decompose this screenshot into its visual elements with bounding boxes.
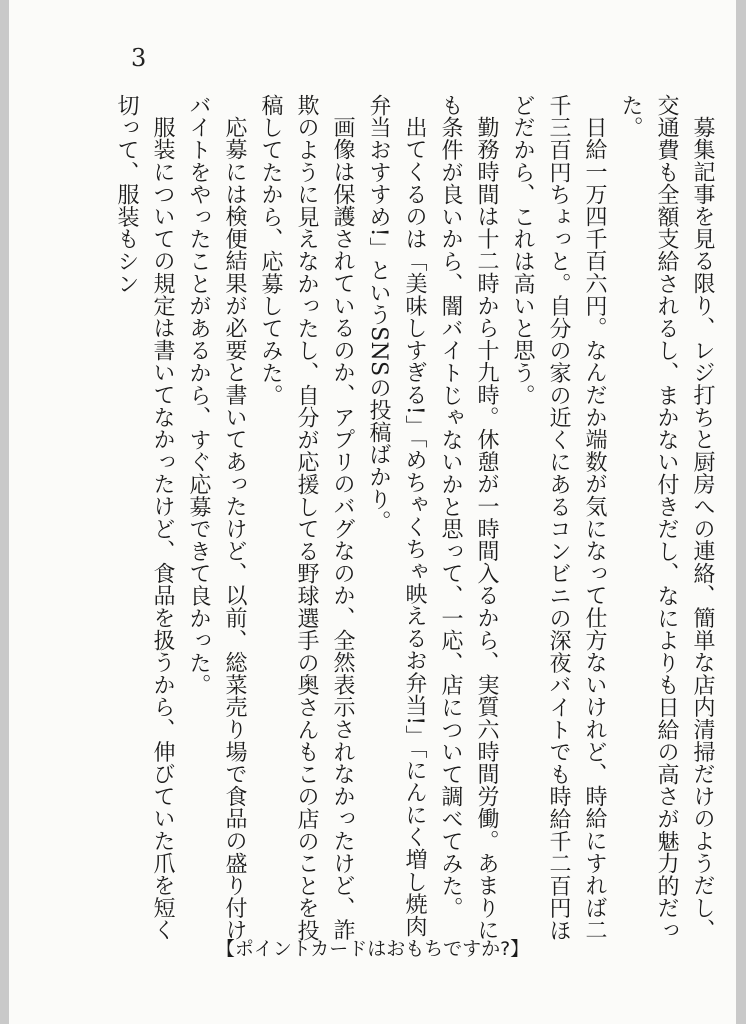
running-footer-title: 【ポイントカードはおもちですか?】: [215, 938, 530, 960]
paragraph: 勤務時間は十二時から十九時。休憩が一時間入るから、実質六時間労働。あまりにも条件が良いから、闇バイトじゃないかと思って、一応、店について調べてみた。: [438, 94, 499, 942]
paragraph: 出てくるのは「美味しすぎる!」「めちゃくちゃ映えるお弁当!」「にんにく増し焼肉弁当おすすめ!」というSNSの投稿ばかり。: [366, 94, 427, 938]
paragraph: 画像は保護されているのか、アプリのバグなのか、全然表示されなかったけど、詐欺のように見えなかったし、自分が応援してる野球選手の奥さんもこの店のことを投稿してたから、応募してみた。: [258, 94, 355, 942]
paragraph: 募集記事を見る限り、レジ打ちと厨房への連絡、簡単な店内清掃だけのようだし、交通費も全額支給されるし、まかない付きだし、なによりも日給の高さが魅力的だった。: [618, 94, 715, 942]
page-number: 3: [131, 44, 147, 72]
book-page: [9, 0, 736, 1024]
paragraph: 服装についての規定は書いてなかったけど、食品を扱うから、伸びていた爪を短く切って、服装もシン: [114, 94, 175, 942]
body-text: [114, 94, 720, 942]
paragraph: 応募には検便結果が必要と書いてあったけど、以前、総菜売り場で食品の盛り付けバイトをやったことがあるから、すぐ応募できて良かった。: [186, 94, 247, 942]
paragraph: 日給一万四千百六円。なんだか端数が気になって仕方ないけれど、時給にすれば二千三百円ちょっと。自分の家の近くにあるコンビニの深夜バイトでも時給千二百円ほどだから、これは高いと思う。: [510, 94, 607, 942]
